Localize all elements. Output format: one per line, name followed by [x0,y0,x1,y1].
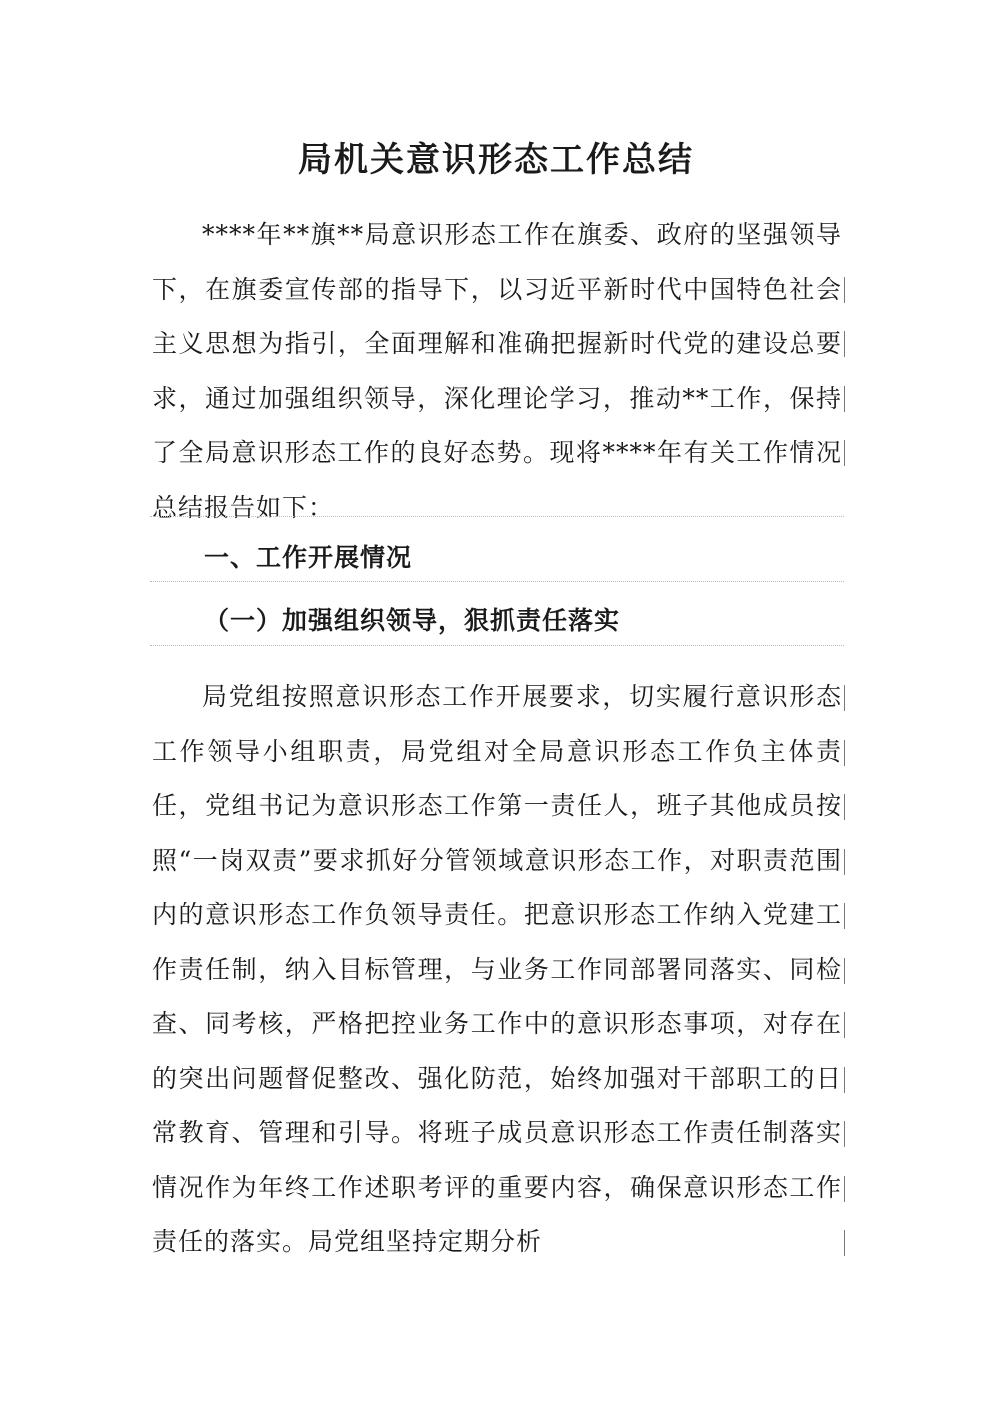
margin-line-mark [844,1012,845,1038]
divider-line [150,645,844,646]
section-heading: 一、工作开展情况 [204,543,413,572]
margin-line-mark [844,1176,845,1202]
margin-line-mark [844,440,845,466]
margin-line-mark [844,1121,845,1147]
margin-line-mark [844,849,845,875]
body-paragraph: 局党组按照意识形态工作开展要求，切实履行意识形态工作领导小组职责，局党组对全局意识形态工作负主体责任，党组书记为意识形态工作第一责任人，班子其他成员按照“一岗双责”要求抓好分管领域意识形态工作，对职责范围内的意识形态工作负领导责任。把意识形态工作纳入党建工作责任制，纳入目标管理，与业务工作同部署同落实、同检查、同考核，严格把控业务工作中的意识形态事项，对存在的突出问题督促整改、强化防范，始终加强对干部职工的日常教育、管理和引导。将班子成员意识形态工作责任制落实情况作为年终工作述职考评的重要内容，确保意识形态工作责任的落实。局党组坚持定期分析 [152,682,842,1256]
divider-line [150,516,844,517]
margin-line-mark [844,958,845,984]
margin-line-mark [844,740,845,766]
margin-line-mark [844,331,845,357]
margin-line-mark [844,386,845,412]
margin-line-mark [844,1067,845,1093]
margin-line-mark [844,1230,845,1256]
intro-paragraph: ****年**旗**局意识形态工作在旗委、政府的坚强领导下，在旗委宣传部的指导下，以习近平新时代中国特色社会主义思想为指引，全面理解和准确把握新时代党的建设总要求，通过加强组织领导，深化理论学习，推动**工作，保持了全局意识形态工作的良好态势。现将****年有关工作情况总结报告如下： [152,220,842,522]
margin-line-mark [844,685,845,711]
divider-line [150,581,844,582]
document-title: 局机关意识形态工作总结 [298,140,694,180]
margin-line-mark [844,794,845,820]
margin-line-mark [844,277,845,303]
subsection-heading: （一）加强组织领导，狠抓责任落实 [204,606,621,635]
margin-line-mark [844,903,845,929]
